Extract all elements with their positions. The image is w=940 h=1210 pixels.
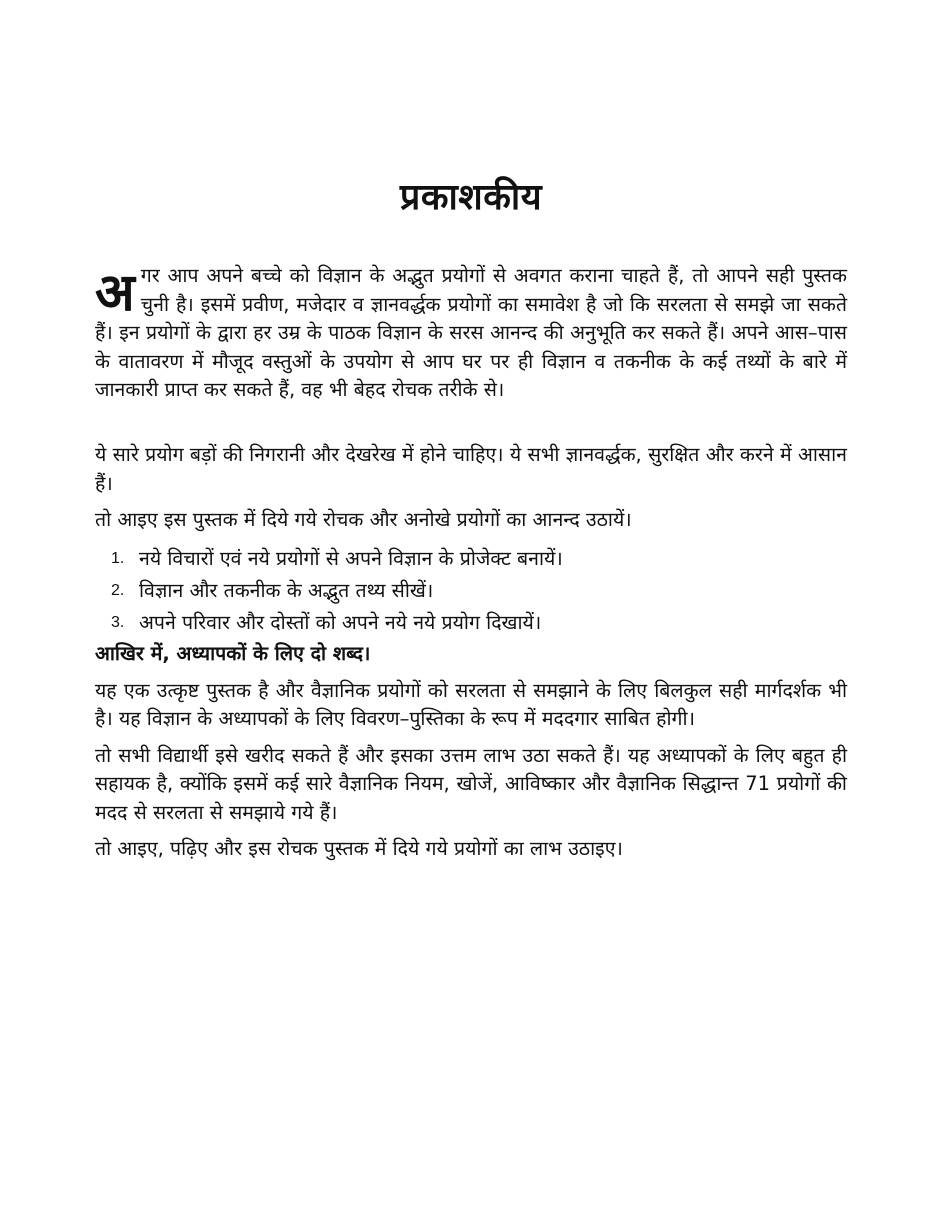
- drop-cap: अ: [95, 263, 135, 323]
- list-item: [95, 543, 847, 575]
- list-item-text: अपने परिवार और दोस्तों को अपने नये नये प्रयोग दिखायें।: [139, 610, 542, 634]
- list-item: [95, 575, 847, 607]
- teachers-paragraph: यह एक उत्कृष्ट पुस्तक है और वैज्ञानिक प्रयोगों को सरलता से समझाने के लिए बिलकुल सही मार्गदर्शक भी है। यह विज्ञान के अध्यापकों के लिए विवरण–पुस्तिका के रूप में मददगार साबित होगी।: [95, 678, 847, 730]
- list-item: [95, 607, 847, 639]
- page-title: प्रकाशकीय: [399, 177, 543, 218]
- list-item-number: 1.: [111, 549, 125, 567]
- document-page: [95, 0, 847, 1210]
- supervision-paragraph: ये सारे प्रयोग बड़ों की निगरानी और देखरेख में होने चाहिए। ये सभी ज्ञानवर्द्धक, सुरक्षित और करने में आसान हैं।: [95, 443, 847, 495]
- list-item-number: 2.: [111, 581, 125, 599]
- list-item-text: नये विचारों एवं नये प्रयोगों से अपने विज्ञान के प्रोजेक्ट बनायें।: [139, 546, 563, 570]
- invitation-paragraph: तो आइए इस पुस्तक में दिये गये रोचक और अनोखे प्रयोगों का आनन्द उठायें।: [95, 508, 632, 531]
- list-item-text: विज्ञान और तकनीक के अद्भुत तथ्य सीखें।: [139, 578, 434, 602]
- document-body: [95, 262, 847, 872]
- benefits-list: [95, 543, 847, 639]
- closing-paragraph: तो आइए, पढ़िए और इस रोचक पुस्तक में दिये गये प्रयोगों का लाभ उठाइए।: [95, 837, 623, 860]
- intro-text: गर आप अपने बच्चे को विज्ञान के अद्भुत प्रयोगों से अवगत कराना चाहते हैं, तो आपने सही पुस्तक चुनी है। इसमें प्रवीण, मजेदार व ज्ञानवर्द्धक प्रयोगों का समावेश है जो कि सरलता से समझे जा सकते हैं। इन प्रयोगों के द्वारा हर उम्र के पाठक विज्ञान के सरस आनन्द की अनुभूति कर सकते हैं। अपने आस–पास के वातावरण में मौजूद वस्तुओं के उपयोग से आप घर पर ही विज्ञान व तकनीक के कई तथ्यों के बारे में जानकारी प्राप्त कर सकते हैं, वह भी बेहद रोचक तरीके से।: [95, 264, 847, 401]
- students-paragraph: तो सभी विद्यार्थी इसे खरीद सकते हैं और इसका उत्तम लाभ उठा सकते हैं। यह अध्यापकों के लिए बहुत ही सहायक है, क्योंकि इसमें कई सारे वैज्ञानिक नियम, खोजें, आविष्कार और वैज्ञानिक सिद्धान्त 71 प्रयोगों की मदद से सरलता से समझाये गये हैं।: [95, 743, 847, 824]
- teachers-heading: आखिर में, अध्यापकों के लिए दो शब्द।: [95, 641, 371, 665]
- intro-paragraph: [95, 262, 847, 433]
- list-item-number: 3.: [111, 613, 125, 631]
